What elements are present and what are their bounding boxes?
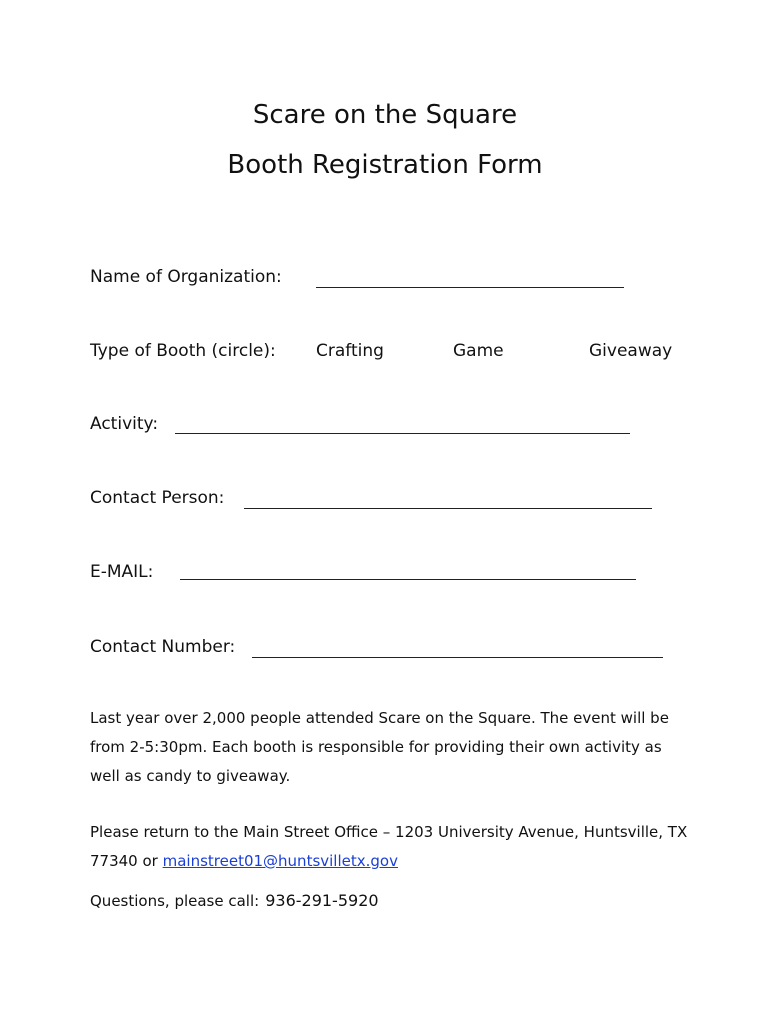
contact-person-field[interactable] (244, 508, 652, 509)
event-info-paragraph: Last year over 2,000 people attended Scare on the Square. The event will be from 2-5:30pm. Each booth is responsible for providing their own activity as well as candy to giveaway. (90, 709, 669, 785)
email-label: E-MAIL: (90, 562, 154, 582)
contact-number-field[interactable] (252, 657, 663, 658)
organization-label: Name of Organization: (90, 267, 282, 287)
organization-field[interactable] (316, 287, 624, 288)
questions-line (90, 890, 379, 912)
return-instructions (90, 818, 690, 876)
questions-phone: 936-291-5920 (265, 891, 379, 910)
form-title: Scare on the Square (252, 100, 518, 130)
form-subtitle: Booth Registration Form (227, 150, 543, 180)
contact-person-label: Contact Person: (90, 488, 225, 508)
contact-number-label: Contact Number: (90, 637, 236, 657)
activity-label: Activity: (90, 414, 159, 434)
booth-option-crafting[interactable]: Crafting (316, 341, 384, 361)
return-instructions-text: Please return to the Main Street Office – 1203 University Avenue, Huntsville, TX 77340 or (90, 823, 688, 870)
activity-field[interactable] (175, 433, 630, 434)
booth-option-giveaway[interactable]: Giveaway (589, 341, 673, 361)
questions-label: Questions, please call: (90, 892, 260, 910)
booth-option-game[interactable]: Game (453, 341, 504, 361)
email-field[interactable] (180, 579, 636, 580)
booth-type-label: Type of Booth (circle): (90, 341, 276, 361)
return-email-link[interactable]: mainstreet01@huntsvilletx.gov (162, 852, 398, 870)
